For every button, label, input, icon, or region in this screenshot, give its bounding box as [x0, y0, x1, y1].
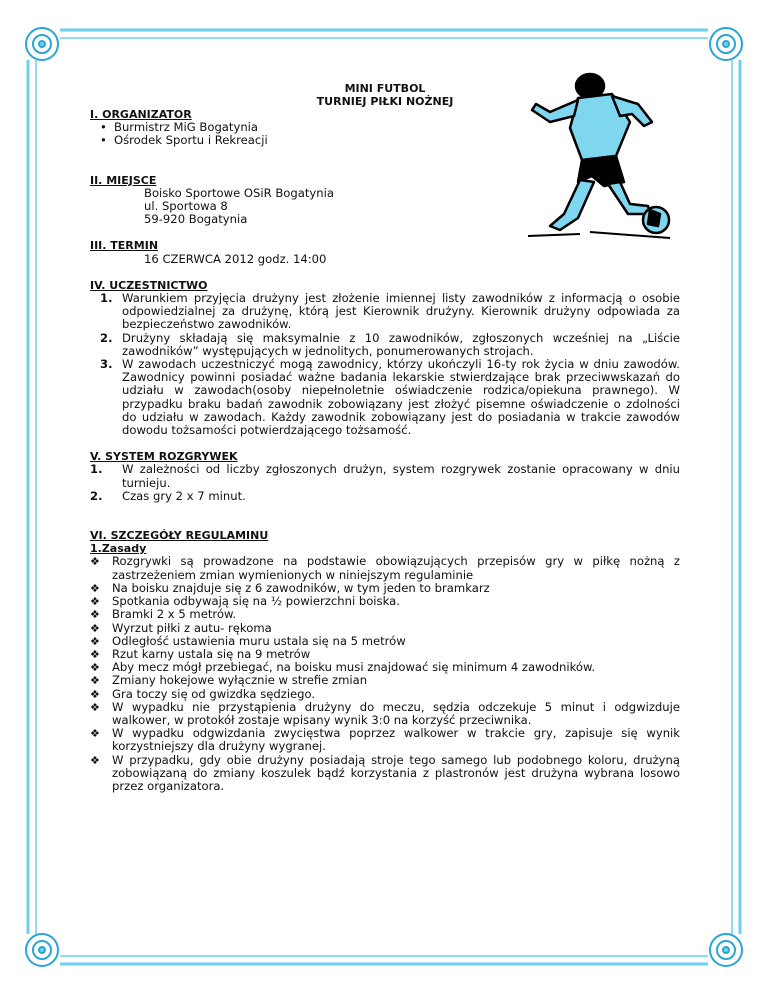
diamond-bullet-icon: ❖: [90, 674, 100, 688]
term-line: 16 CZERWCA 2012 godz. 14:00: [144, 251, 327, 266]
participation-heading: IV. UCZESTNICTWO: [90, 278, 208, 292]
diamond-bullet-icon: ❖: [90, 581, 100, 595]
term-heading: III. TERMIN: [90, 239, 159, 253]
diamond-bullet-icon: ❖: [90, 647, 100, 661]
place-line: ul. Sportowa 8: [144, 199, 228, 214]
diamond-bullet-icon: ❖: [90, 608, 100, 622]
diamond-bullet-icon: ❖: [90, 753, 100, 767]
list-item: ❖ Spotkania odbywają się na ½ powierzchni boiska.: [90, 594, 400, 609]
list-item: ❖ Rzut karny ustala się na 9 metrów: [90, 646, 311, 661]
diamond-bullet-icon: ❖: [90, 634, 100, 648]
list-item: 1. W zależności od liczby zgłoszonych drużyn, system rozgrywek zostanie opracowany w dniu turnieju.: [90, 462, 680, 490]
place-line: 59-920 Bogatynia: [144, 212, 248, 227]
list-item: ❖ W wypadku odgwizdania zwycięstwa poprzez walkower w trakcie gry, zapisuje się wynik korzystniejszy dla drużyny wygranej.: [90, 726, 680, 754]
organizer-list: [90, 121, 680, 147]
list-item: • Burmistrz MiG Bogatynia: [114, 121, 680, 134]
list-item: 1. Warunkiem przyjęcia drużyny jest złożenie imiennej listy zawodników z informacją o osobie odpowiedzialnej za drużynę, którą jest Kierownik drużyny. Kierownik drużyny odpowiada za bezpieczeństwo zawodników.: [100, 291, 680, 332]
list-item: ❖ Zmiany hokejowe wyłącznie w strefie zmian: [90, 673, 368, 688]
list-item: 2. Drużyny składają się maksymalnie z 10 zawodników, zgłoszonych wcześniej na „Liście zawodników” występujących w jednolitych, ponumerowanych strojach.: [100, 330, 680, 358]
document-body: [90, 82, 680, 793]
list-item: ❖ Rozgrywki są prowadzone na podstawie obowiązujących przepisów gry w piłkę nożną z zastrzeżeniem zmian wymienionych w niniejszym regulaminie: [90, 554, 680, 582]
list-item: • Ośrodek Sportu i Rekreacji: [114, 134, 680, 147]
list-item: 3. W zawodach uczestniczyć mogą zawodnicy, którzy ukończyli 16-ty rok życia w dniu zawodów. Zawodnicy powinni posiadać ważne badania lekarskie stwierdzające brak przeciwwskazań do udziału w zawodach(osoby niepełnoletnie oświadczenie rodzica/opiekuna prawnego). W przypadku braku badań zawodnik zobowiązany jest złożyć pisemne oświadczenie o zdolności do udziału w zawodach. Każdy zawodnik zobowiązany jest do posiadania w trakcie zawodów dowodu tożsamości potwierdzającego tożsamość.: [100, 357, 680, 438]
list-item: ❖ Odległość ustawienia muru ustala się na 5 metrów: [90, 633, 406, 648]
diamond-bullet-icon: ❖: [90, 727, 100, 741]
place-heading: II. MIEJSCE: [90, 173, 157, 187]
list-item: 2. Czas gry 2 x 7 minut.: [90, 488, 246, 503]
system-heading: V. SYSTEM ROZGRYWEK: [90, 450, 238, 464]
list-item: ❖ Bramki 2 x 5 metrów.: [90, 607, 237, 622]
list-item: ❖ Na boisku znajduje się z 6 zawodników, w tym jeden to bramkarz: [90, 580, 490, 595]
organizer-heading: I. ORGANIZATOR: [90, 108, 192, 121]
title-line2: TURNIEJ PIŁKI NOŻNEJ: [316, 95, 454, 108]
list-item: ❖ W wypadku nie przystąpienia drużyny do meczu, sędzia odczekuje 5 minut i odgwizduje walkower, w protokół zostaje wpisany wynik 3:0 na korzyść przeciwnika.: [90, 699, 680, 727]
place-line: Boisko Sportowe OSiR Bogatynia: [144, 185, 334, 200]
diamond-bullet-icon: ❖: [90, 595, 100, 609]
rules-list: [90, 555, 680, 793]
list-item: ❖ Gra toczy się od gwizdka sędziego.: [90, 686, 316, 701]
diamond-bullet-icon: ❖: [90, 555, 100, 569]
system-list: [90, 463, 680, 503]
participation-list: [90, 292, 680, 437]
diamond-bullet-icon: ❖: [90, 687, 100, 701]
diamond-bullet-icon: ❖: [90, 661, 100, 675]
list-item: ❖ Aby mecz mógł przebiegać, na boisku musi znajdować się minimum 4 zawodników.: [90, 660, 596, 675]
title-line1: MINI FUTBOL: [344, 82, 426, 95]
list-item: ❖ W przypadku, gdy obie drużyny posiadają stroje tego samego lub podobnego koloru, drużyną zobowiązaną do zmiany koszulek bądź korzystania z plastronów jest drużyna wybrana losowo przez organizatora.: [90, 752, 680, 793]
diamond-bullet-icon: ❖: [90, 621, 100, 635]
rules-subheading: 1.Zasady: [90, 542, 147, 556]
list-item: ❖ Wyrzut piłki z autu- rękoma: [90, 620, 272, 635]
diamond-bullet-icon: ❖: [90, 700, 100, 714]
rules-heading: VI. SZCZEGÓŁY REGULAMINU: [90, 529, 269, 543]
